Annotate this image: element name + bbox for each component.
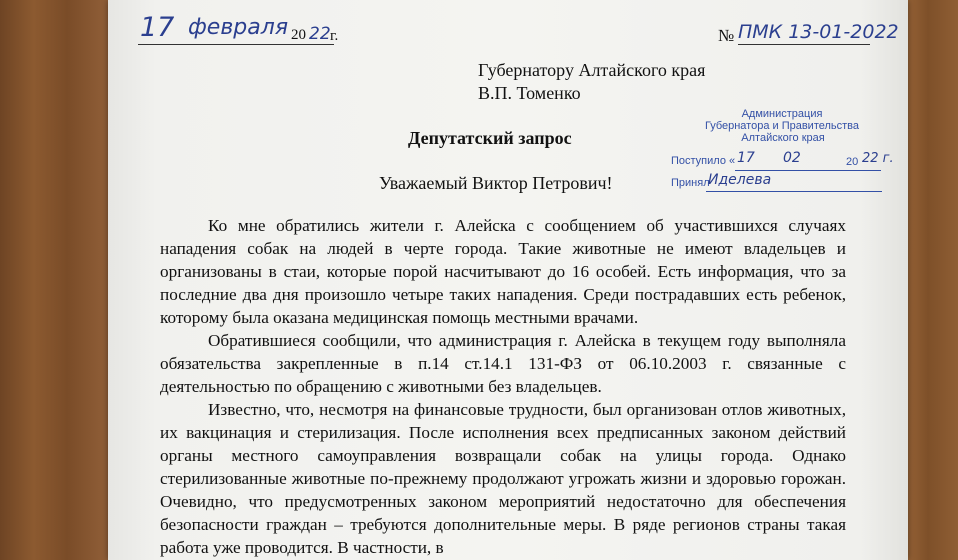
date-year: 22 — [309, 24, 331, 44]
addressee-line-1: Губернатору Алтайского края — [478, 60, 706, 80]
wooden-table-left — [0, 0, 112, 560]
stamp-received-year-prefix: 20 — [846, 156, 859, 168]
document-body — [160, 214, 846, 559]
number-sign: № — [718, 26, 735, 45]
stamp-received-underline — [735, 170, 881, 171]
stamp-received-month: 02 — [783, 150, 801, 166]
body-paragraph-2: Обратившиеся сообщили, что администрация г. Алейска в текущем году выполняла обязательства закрепленные в п.14 ст.14.1 131-ФЗ от 06.10.2003 г. связанные с деятельностью по обращению с животными без владельцев. — [160, 331, 846, 396]
salutation: Уважаемый Виктор Петрович! — [379, 173, 613, 193]
date-year-prefix: 20 — [291, 27, 306, 43]
stamp-received-year: 22 г. — [862, 151, 894, 166]
stamp-accepted-label: Принял — [671, 177, 710, 189]
document-number: ПМК 13-01-2022 — [738, 21, 899, 43]
stamp-line-1: Администрация — [741, 108, 823, 120]
body-paragraph-1: Ко мне обратились жители г. Алейска с сообщением об участившихся случаях нападения собак на людей в черте города. Такие животные не имеют владельцев и организованы в стаи, которые порой насчитывают до 16 особей. Есть информация, что за последние два дня произошло четыре таких нападения. Среди пострадавших есть ребенок, которому была оказана медицинская помощь местными врачами. — [160, 216, 846, 327]
date-month: февраля — [188, 15, 289, 40]
document-title: Депутатский запрос — [408, 128, 572, 148]
stamp-line-2: Губернатора и Правительства — [704, 120, 860, 132]
body-paragraph-3: Известно, что, несмотря на финансовые трудности, был организован отлов животных, их вакцинация и стерилизация. После исполнения всех предписанных законом действий органы местного самоуправления возвращали собак на улицы города. Однако стерилизованные животные по-прежнему продолжают угрожать жизни и здоровью горожан. Очевидно, что предусмотренных законом мероприятий недостаточно для обеспечения безопасности граждан – требуются дополнительные меры. В ряде регионов страны такая работа уже проводится. В частности, в — [160, 400, 846, 557]
stamp-accepted-signature: Иделева — [708, 172, 772, 188]
number-underline — [738, 44, 870, 45]
stamp-received-day: 17 — [737, 150, 755, 166]
date-day: 17 — [140, 12, 175, 43]
stamp-received-label: Поступило « — [671, 155, 736, 167]
addressee-line-2: В.П. Томенко — [478, 83, 581, 103]
stamp-accepted-underline — [706, 191, 882, 192]
date-suffix: г. — [330, 28, 339, 44]
stamp-line-3: Алтайского края — [741, 132, 825, 144]
date-underline — [138, 44, 334, 45]
